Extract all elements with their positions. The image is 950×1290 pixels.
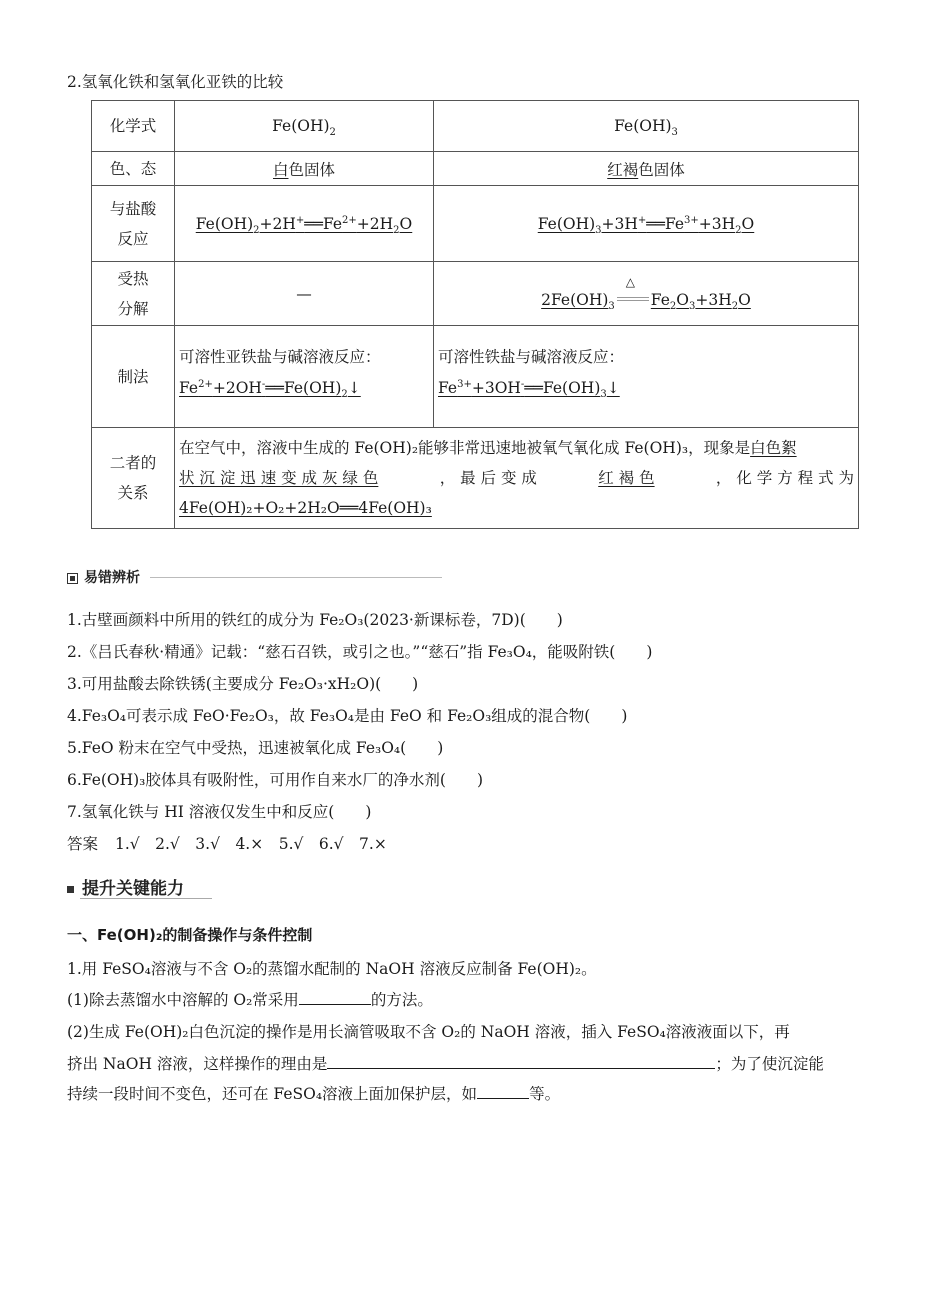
answer-blank[interactable] <box>327 1054 715 1069</box>
answer-line <box>67 832 387 854</box>
table-row-relation <box>92 428 859 529</box>
cell-feoh3-heat: $2Fe(OH)_3$ △ $Fe_2O_3+3H_2O$ <box>434 262 859 326</box>
table-row-heat <box>92 262 859 326</box>
cell-feoh2-heat: — <box>175 262 434 326</box>
question-1-1: (1)除去蒸馏水中溶解的 O₂常采用 的方法。 <box>67 991 433 1009</box>
relation-line-1: 在空气中，溶液中生成的 Fe(OH)₂能够非常迅速地被氧气氧化成 Fe(OH)₃，现象是白色絮 <box>179 439 797 457</box>
mistake-item-4: 4.Fe₃O₄可表示成 FeO·Fe₂O₃，故 Fe₃O₄是由 FeO 和 Fe₂O₃组成的混合物( ) <box>67 707 628 725</box>
mistakes-header: 易错辨析 <box>67 567 140 587</box>
question-1: 1.用 FeSO₄溶液与不含 O₂的蒸馏水配制的 NaOH 溶液反应制备 Fe(OH)₂。 <box>67 960 597 978</box>
mistake-item-3: 3.可用盐酸去除铁锈(主要成分 Fe₂O₃·xH₂O)( ) <box>67 675 419 693</box>
question-1-2-line-1: (2)生成 Fe(OH)₂白色沉淀的操作是用长滴管吸取不含 O₂的 NaOH 溶液，插入 FeSO₄溶液液面以下，再 <box>67 1023 790 1041</box>
cell-relation <box>175 428 859 529</box>
ability-header: 提升关键能力 <box>67 874 184 899</box>
mistake-item-7: 7.氢氧化铁与 HI 溶液仅发生中和反应( ) <box>67 803 372 821</box>
table-row-prep <box>92 326 859 428</box>
table-row-formula <box>92 101 859 152</box>
cell-feoh2-color: 白色固体 <box>175 152 434 186</box>
row-label-relation: 二者的 关系 <box>92 428 175 529</box>
cell-feoh3-color: 红褐色固体 <box>434 152 859 186</box>
answer-values: 1.√ 2.√ 3.√ 4.× 5.√ 6.√ 7.× <box>114 835 387 853</box>
mistake-item-1: 1.古壁画颜料中所用的铁红的成分为 Fe₂O₃(2023·新课标卷，7D)( ) <box>67 611 563 629</box>
cell-feoh3-hcl: $Fe(OH)_3+3H^+══Fe^{3+}+3H_2O$ <box>434 186 859 262</box>
mistake-item-2: 2.《吕氏春秋·精通》记载：“慈石召铁，或引之也。”“慈石”指 Fe₃O₄，能吸附铁( ) <box>67 643 653 661</box>
cell-feoh2-prep: 可溶性亚铁盐与碱溶液反应： $Fe^{2+}+2OH^-══Fe(OH)_2↓$ <box>175 326 434 428</box>
row-label-hcl: 与盐酸 反应 <box>92 186 175 262</box>
relation-line-2: 状 沉 淀 迅 速 变 成 灰 绿 色 ， 最 后 变 成 红 褐 色 ， 化 学 方 程 式 为 <box>179 469 854 487</box>
table-row-hcl <box>92 186 859 262</box>
question-1-2-line-2: 挤出 NaOH 溶液，这样操作的理由是 ；为了使沉淀能 <box>67 1055 824 1073</box>
square-icon <box>67 573 78 584</box>
answer-label: 答案 <box>67 835 99 853</box>
delta-icon: △ <box>625 274 636 289</box>
row-label-formula: 化学式 <box>92 101 175 152</box>
answer-blank[interactable] <box>477 1084 529 1099</box>
divider <box>80 898 212 899</box>
divider <box>150 577 442 578</box>
row-label-color-state: 色、态 <box>92 152 175 186</box>
mistake-item-6: 6.Fe(OH)₃胶体具有吸附性，可用作自来水厂的净水剂( ) <box>67 771 483 789</box>
table-row-color-state <box>92 152 859 186</box>
cell-feoh2-hcl: $Fe(OH)_2+2H^+══Fe^{2+}+2H_2O$ <box>175 186 434 262</box>
row-label-heat: 受热 分解 <box>92 262 175 326</box>
mistake-item-5: 5.FeO 粉末在空气中受热，迅速被氧化成 Fe₃O₄( ) <box>67 739 444 757</box>
comparison-table <box>91 100 859 529</box>
cell-feoh3: $Fe(OH)_3$ <box>434 101 859 152</box>
cell-feoh3-prep: 可溶性铁盐与碱溶液反应： $Fe^{3+}+3OH^-══Fe(OH)_3↓$ <box>434 326 859 428</box>
answer-blank[interactable] <box>299 990 371 1005</box>
cell-feoh2: $Fe(OH)_2$ <box>175 101 434 152</box>
question-1-2-line-3: 持续一段时间不变色，还可在 FeSO₄溶液上面加保护层，如 等。 <box>67 1085 561 1103</box>
heat-condition <box>615 274 651 311</box>
relation-line-3: 4Fe(OH)₂+O₂+2H₂O══4Fe(OH)₃ <box>179 499 432 517</box>
square-bullet-icon <box>67 886 74 893</box>
subsection-title: 一、Fe(OH)₂的制备操作与条件控制 <box>67 926 313 944</box>
row-label-prep: 制法 <box>92 326 175 428</box>
section-heading: 2.氢氧化铁和氢氧化亚铁的比较 <box>67 73 284 91</box>
